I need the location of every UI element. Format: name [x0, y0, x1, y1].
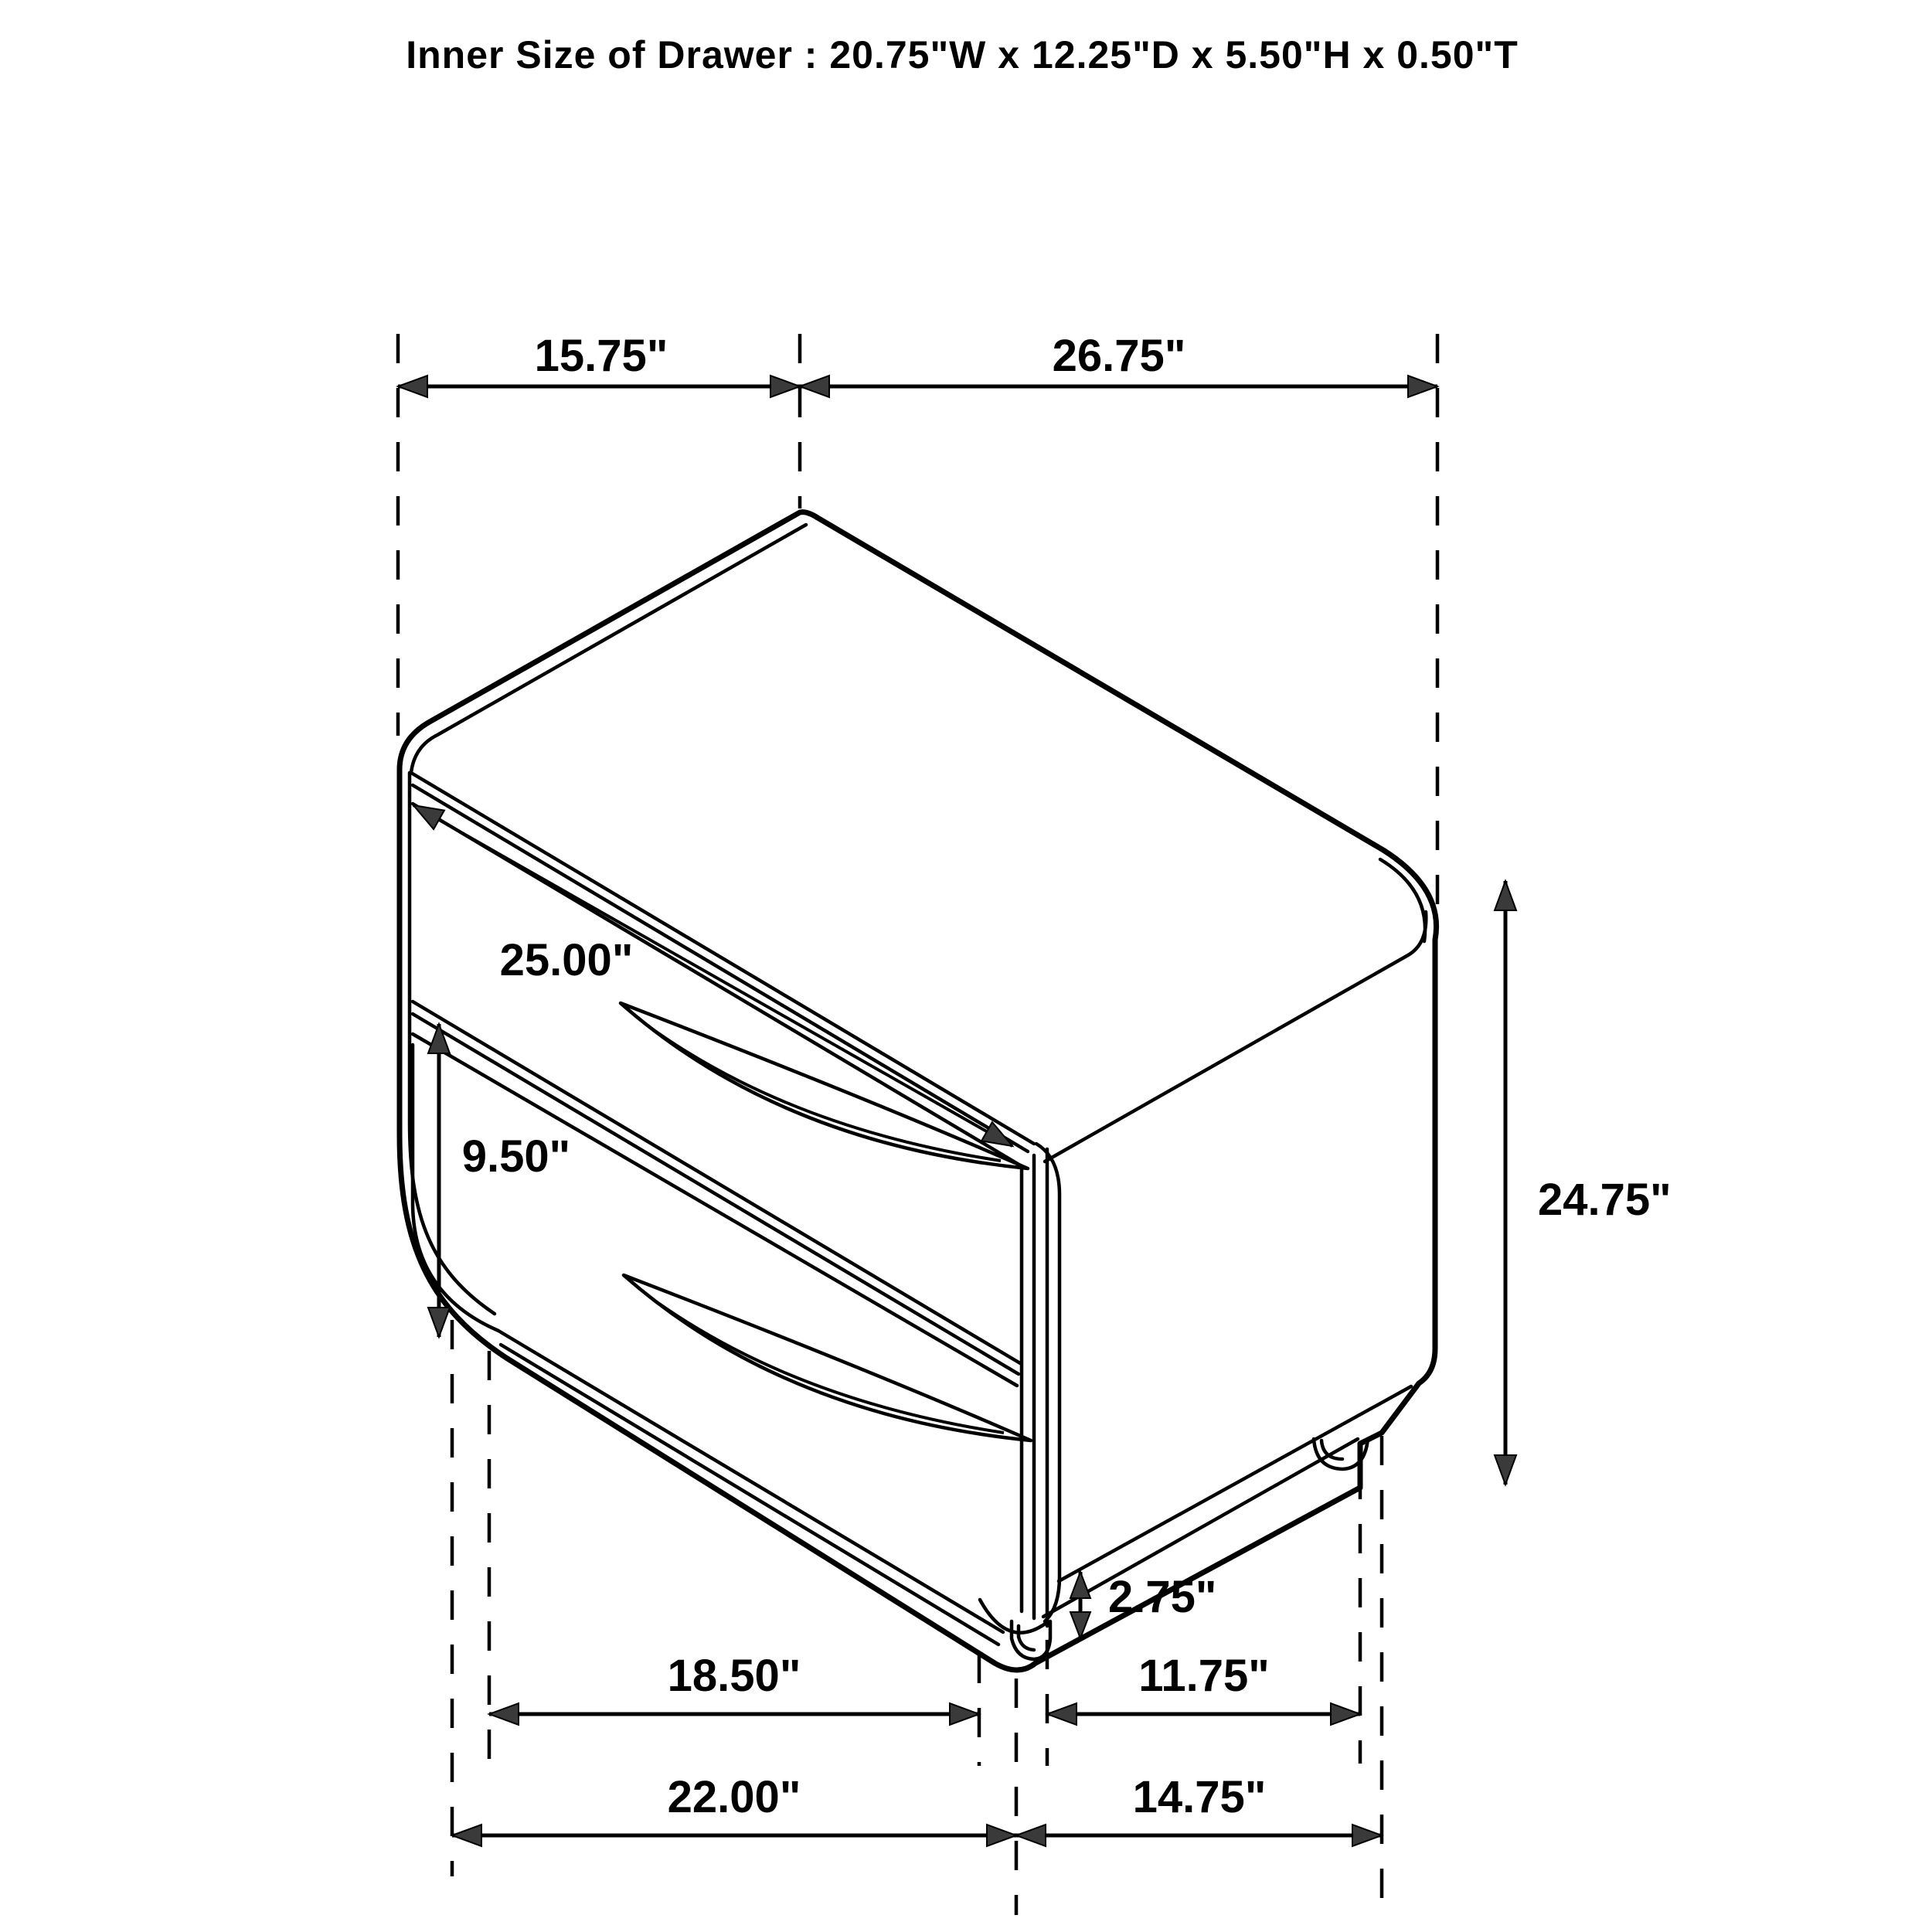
label-base-clearance: 2.75" — [1108, 1572, 1217, 1622]
arrow-icon — [452, 1825, 481, 1846]
arrow-icon — [489, 1703, 519, 1725]
label-bottom-front-total: 22.00" — [667, 1772, 801, 1822]
arrow-icon — [950, 1703, 979, 1725]
label-overall-height: 24.75" — [1538, 1175, 1672, 1225]
arrow-icon — [1408, 376, 1437, 397]
label-bottom-front-span: 18.50" — [667, 1651, 801, 1701]
label-front-width: 25.00" — [499, 935, 634, 985]
arrow-icon — [1047, 1703, 1077, 1725]
arrow-icon — [1016, 1825, 1046, 1846]
arrow-icon — [770, 376, 800, 397]
arrow-icon — [1352, 1825, 1382, 1846]
label-top-depth: 15.75" — [534, 331, 668, 381]
arrow-icon — [428, 1308, 450, 1337]
arrow-icon — [800, 376, 829, 397]
arrow-icon — [398, 376, 427, 397]
label-top-width: 26.75" — [1052, 331, 1186, 381]
arrow-icon — [1495, 881, 1516, 910]
diagram-title: Inner Size of Drawer : 20.75"W x 12.25"D x 5.50"H x 0.50"T — [406, 33, 1519, 77]
arrow-icon — [1331, 1703, 1360, 1725]
arrow-icon — [1495, 1455, 1516, 1485]
label-bottom-side-total: 14.75" — [1132, 1772, 1267, 1822]
label-bottom-side-span: 11.75" — [1138, 1651, 1270, 1701]
label-lower-drawer-height: 9.50" — [461, 1131, 571, 1182]
arrow-icon — [987, 1825, 1016, 1846]
